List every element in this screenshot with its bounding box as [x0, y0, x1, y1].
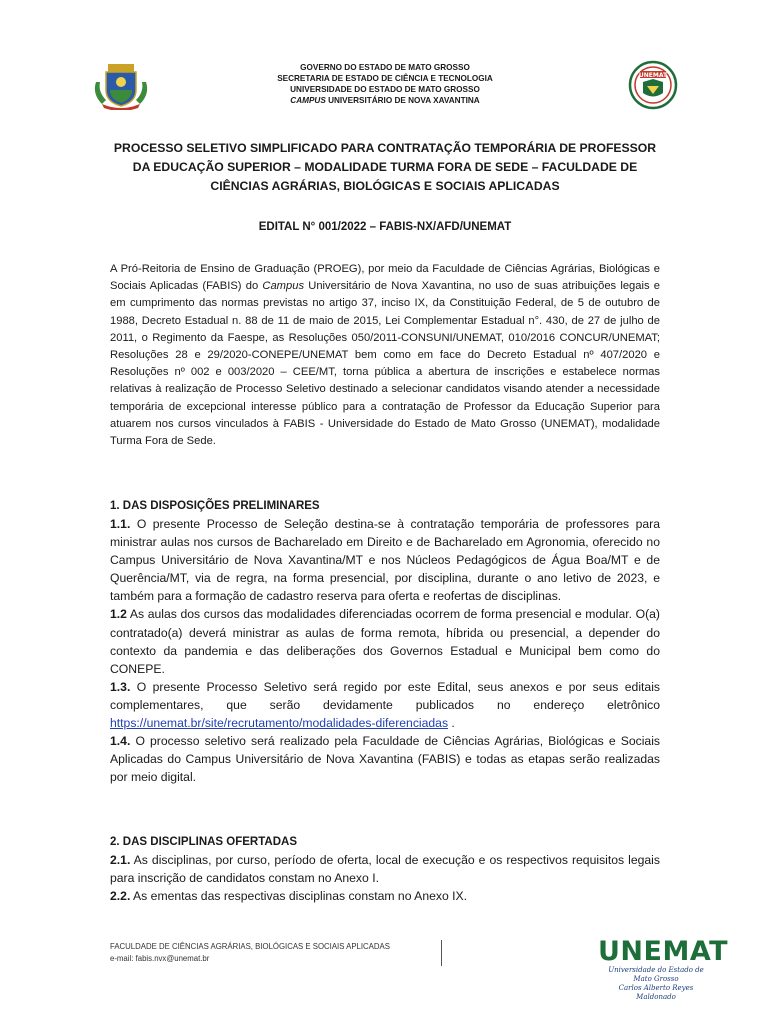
unemat-logo-word: UNEMAT — [598, 936, 729, 967]
clause-text: O presente Processo de Seleção destina-se à contratação temporária de professores para ministrar aulas nos cursos de Bacharelado em Direito e de Bacharelado em Agronomia, oferecido no Campus Universitário de Nova Xavantina/MT e nos Núcleos Pedagógicos de Água Boa/MT e de Querência/MT, via de regra, na forma presencial, por disciplina, durante o ano letivo de 2023, e também para a formação de cadastro reserva para oferta e reofertas de disciplinas. — [110, 517, 660, 604]
clause-1-4 — [110, 732, 660, 786]
page-footer — [110, 941, 390, 965]
unemat-seal-icon — [628, 60, 678, 110]
clause-2-2 — [110, 887, 660, 905]
clause-number: 2.1. — [110, 853, 131, 867]
clause-number: 1.4. — [110, 734, 131, 749]
header-line: GOVERNO DO ESTADO DE MATO GROSSO — [300, 63, 470, 72]
clause-1-2 — [110, 605, 660, 677]
footer-divider — [441, 940, 442, 966]
clause-1-1 — [110, 515, 660, 605]
intro-paragraph — [110, 261, 660, 450]
campus-word: Campus — [262, 280, 305, 293]
clause-text: As aulas dos cursos das modalidades diferenciadas ocorrem de forma presencial e modular. O(a) contratado(a) deverá ministrar as aulas de forma remota, híbrida ou presencial, a depender do contexto da pandemia e das deliberações dos Governos Estadual e Municipal bem como do CONEPE. — [110, 607, 660, 676]
clause-text: O processo seletivo será realizado pela Faculdade de Ciências Agrárias, Biológicas e Sociais Aplicadas do Campus Universitário de Nova Xavantina (FABIS) e todas as etapas serão realizadas por meio digital. — [110, 734, 660, 785]
document-header — [200, 62, 570, 106]
intro-text: Universitário de Nova Xavantina, no uso de suas atribuições legais e em cumprimento das normas previstas no artigo 37, inciso IX, da Constituição Federal, de 5 de outubro de 1988, Decreto Estadual n. 88 de 11 de maio de 2015, Lei Complementar Estadual n°. 430, de 27 de julho de 2011, o Regimento da Faespe, as Resoluções 050/2011-CONSUNI/UNEMAT, 010/2016 CONCUR/UNEMAT; Resoluções 28 e 29/2020-CONEPE/UNEMAT bem como em face do Decreto Estadual nº 407/2020 e Resoluções nº 002 e 003/2020 – CEE/MT, torna pública a abertura de inscrições e estabelece normas relativas à realização de Processo Seletivo destinado a selecionar candidatos visando atender a necessidade temporária de excepcional interesse público para a contratação de Professor da Educação Superior para atuarem nos cursos vinculados à FABIS - Universidade do Estado de Mato Grosso (UNEMAT), modalidade Turma Fora de Sede. — [110, 280, 660, 448]
clause-1-3 — [110, 678, 660, 732]
footer-email: e-mail: fabis.nvx@unemat.br — [110, 954, 210, 963]
clause-number: 1.1. — [110, 517, 131, 531]
recruitment-link[interactable]: https://unemat.br/site/recrutamento/modalidades-diferenciadas — [110, 716, 449, 731]
process-title: PROCESSO SELETIVO SIMPLIFICADO PARA CONTRATAÇÃO TEMPORÁRIA DE PROFESSOR DA EDUCAÇÃO SUPERIOR – MODALIDADE TURMA FORA DE SEDE – FACULDADE DE CIÊNCIAS AGRÁRIAS, BIOLÓGICAS E SOCIAIS APLICADAS — [113, 141, 657, 193]
unemat-logo-subtitle: Universidade do Estado de Mato Grosso — [608, 966, 704, 983]
clause-text: As ementas das respectivas disciplinas constam no Anexo IX. — [130, 889, 468, 904]
section-title: 1. DAS DISPOSIÇÕES PRELIMINARES — [110, 500, 320, 512]
clause-number: 2.2. — [110, 889, 131, 904]
header-line: UNIVERSIDADE DO ESTADO DE MATO GROSSO — [290, 85, 480, 94]
section-preliminary — [110, 497, 660, 786]
header-line — [200, 95, 570, 106]
header-line: SECRETARIA DE ESTADO DE CIÊNCIA E TECNOLOGIA — [277, 74, 493, 83]
header-line-rest: UNIVERSITÁRIO DE NOVA XAVANTINA — [328, 96, 480, 105]
clause-text-end: . — [448, 716, 455, 731]
intro-text: A Pró-Reitoria de Ensino de Graduação (PROEG), por meio da Faculdade de Ciências Agrárias, Biológicas e Sociais Aplicadas (FABIS) do — [110, 263, 660, 293]
clause-number: 1.2 — [110, 607, 127, 622]
clause-number: 1.3. — [110, 679, 131, 694]
unemat-logo — [598, 936, 729, 1002]
section-title: 2. DAS DISCIPLINAS OFERTADAS — [110, 836, 297, 848]
clause-2-1 — [110, 851, 660, 887]
section-disciplines — [110, 833, 660, 905]
state-coat-of-arms-icon — [92, 60, 150, 110]
campus-word: CAMPUS — [290, 96, 326, 105]
footer-faculty: FACULDADE DE CIÊNCIAS AGRÁRIAS, BIOLÓGICAS E SOCIAIS APLICADAS — [110, 942, 390, 951]
unemat-logo-name: Carlos Alberto Reyes Maldonado — [618, 984, 694, 1001]
edital-number: EDITAL N° 001/2022 – FABIS-NX/AFD/UNEMAT — [258, 221, 512, 233]
clause-text: As disciplinas, por curso, período de oferta, local de execução e os respectivos requisitos legais para inscrição de candidatos constam no Anexo I. — [110, 853, 660, 886]
seal-text: UNEMAT — [638, 72, 668, 79]
clause-text: O presente Processo Seletivo será regido por este Edital, seus anexos e por seus editais complementares, que serão devidamente publicados no endereço eletrônico — [110, 679, 660, 712]
